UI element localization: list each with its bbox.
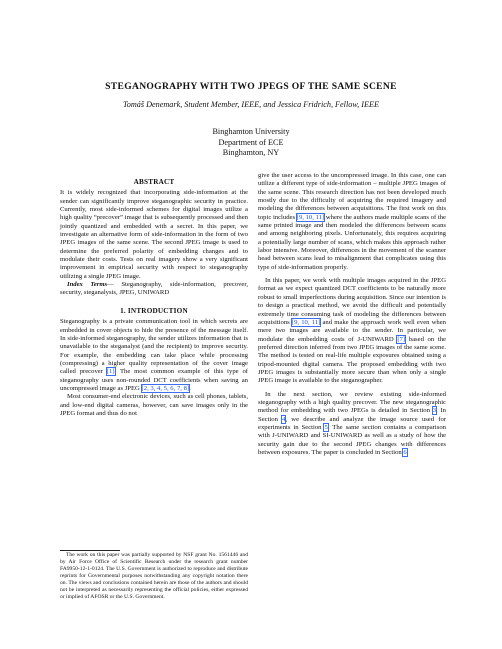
body-text: . The same section contains a comparison with J-UNIWARD and SI-UNIWARD as well as a study of how the security gain due to the second JPEG changes with differences between exposures. The paper is concluded in Section [258, 423, 446, 456]
intro-text: . The most common example of this type of steganography uses non-rounded DCT coefficients when saving an uncompressed image as JPEG [60, 368, 248, 392]
intro-text: Steganography is a private communication tool in which secrets are embedded in cover objects to hide the presence of the message itself. In side-informed steganography, the sender utilizes information that is unavailable to the steganalyst (and the recipient) to improve security. For example, the embedding can take place while processing (compressing) a higher quality representation of the cover image called precover [60, 318, 248, 376]
intro-paragraph-2: Most consumer-end electronic devices, such as cell phones, tablets, and low-end digital cameras, however, can save images only in the JPEG format and thus do not [60, 393, 248, 417]
author-line: Tomáš Denemark, Student Member, IEEE, and Jessica Fridrich, Fellow, IEEE [122, 100, 380, 109]
section-link[interactable]: 4 [282, 415, 286, 423]
intro-text: . [189, 384, 191, 392]
affiliation-department: Department of ECE [218, 137, 284, 147]
affiliation-university: Binghamton University [212, 127, 290, 136]
body-text: and make the approach work well even when mere [258, 318, 446, 335]
emphasis-text: two [275, 327, 286, 335]
body-text: where the authors made multiple scans of the same printed image and then modeled the differences between scans and among neighboring pixels. Unfortunately, this requires acquiring a potentially large number of scans, which makes this approach rather labor intensive. Moreover, differences in the movement of the scanner head between scans lead to misalignment that complicates using this type of side-information properly. [258, 213, 446, 271]
body-text: , we describe and analyze the image source used for experiments in Section [258, 415, 446, 431]
affiliation-location: Binghamton, NY [222, 148, 280, 157]
citation-link[interactable]: [2, 3, 4, 5, 6, 7, 8] [141, 384, 190, 392]
index-terms-label: Index Terms [67, 281, 108, 289]
citation-link[interactable]: [1] [106, 368, 115, 376]
citation-link[interactable]: [7] [397, 335, 406, 343]
body-text: images are available to the sender. In particular, we modulate the embedding costs of J-UNIWARD [258, 327, 446, 343]
body-text: In this paper, we work with multiple images acquired in the JPEG format as we expect quantized DCT coefficients to be naturally more robust to small imperfections during acquisition. Since our intention is to design a practical method, we avoid the difficult and potentially extremely time consuming task of modeling the differences between acquisitions [258, 277, 446, 326]
right-paragraph-1 [258, 172, 446, 272]
body-text: . [406, 449, 409, 456]
funding-footnote: The work on this paper was partially supported by NSF grant No. 1561446 and by Air Force Office of Scientific Research under the research grant number FA9950-12-1-0124. The U.S. Government is authorized to reproduce and distribute reprints for Governmental purposes notwithstanding any copyright notation there on. The views and conclusions contained herein are those of the authors and should not be interpreted as necessarily representing the official policies, either expressed or implied of AFOSR or the U.S. Government. [60, 552, 248, 600]
body-text: . In Section [258, 407, 446, 423]
index-terms-text: — Steganography, side-information, precover, security, steganalysis, JPEG, UNIWARD [60, 281, 248, 297]
index-terms [60, 281, 248, 298]
citation-link[interactable]: [9, 10, 11] [291, 318, 321, 326]
right-paragraph-2 [258, 277, 446, 385]
footnote-rule [60, 550, 120, 551]
section-link[interactable]: 3 [432, 407, 437, 415]
right-column [258, 172, 446, 457]
section-link[interactable]: 5 [324, 423, 328, 431]
body-text: In the next section, we review existing side-informed steganography with a high quality precover. The new steganographic method for embedding with two JPEGs is detailed in Section [258, 390, 446, 415]
body-text: give the user access to the uncompressed image. In this case, one can utilize a different type of side-information – multiple JPEG images of the same scene. This research direction has not been developed much mostly due to the difficulty of acquiring the required imagery and modeling the differences between acquisitions. The first work on this topic includes [258, 172, 446, 221]
right-paragraph-3 [258, 391, 446, 458]
abstract-heading: ABSTRACT [133, 178, 175, 186]
abstract-text: It is widely recognized that incorporating side-information at the sender can significantly improve steganographic security in practice. Currently, most side-informed schemes for digital images utilize a high quality “precover” image that is subsequently processed and then jointly quantized and embedded with a secret. In this paper, we investigate an alternative form of side-information in the form of two JPEG images of the same scene. The second JPEG image is used to determine the preferred polarity of embedding changes and to modulate their costs. Tests on real imagery show a very significant improvement in empirical security with respect to steganography utilizing a single JPEG image. [60, 189, 248, 280]
paper-title: STEGANOGRAPHY WITH TWO JPEGS OF THE SAME SCENE [105, 81, 397, 92]
left-column [60, 178, 248, 418]
introduction-heading: 1. INTRODUCTION [120, 306, 188, 315]
body-text: based on the preferred direction inferred from two JPEG images of the same scene. The method is tested on real-life multiple exposures obtained using a tripod-mounted digital camera. The proposed embedding with two JPEG images is substantially more secure than when only a single JPEG image is available to the steganographer. [258, 335, 446, 385]
citation-link[interactable]: [9, 10, 11] [296, 213, 325, 221]
intro-paragraph-1 [60, 318, 248, 393]
section-link[interactable]: 6 [403, 449, 407, 456]
affiliation-block [40, 127, 462, 159]
